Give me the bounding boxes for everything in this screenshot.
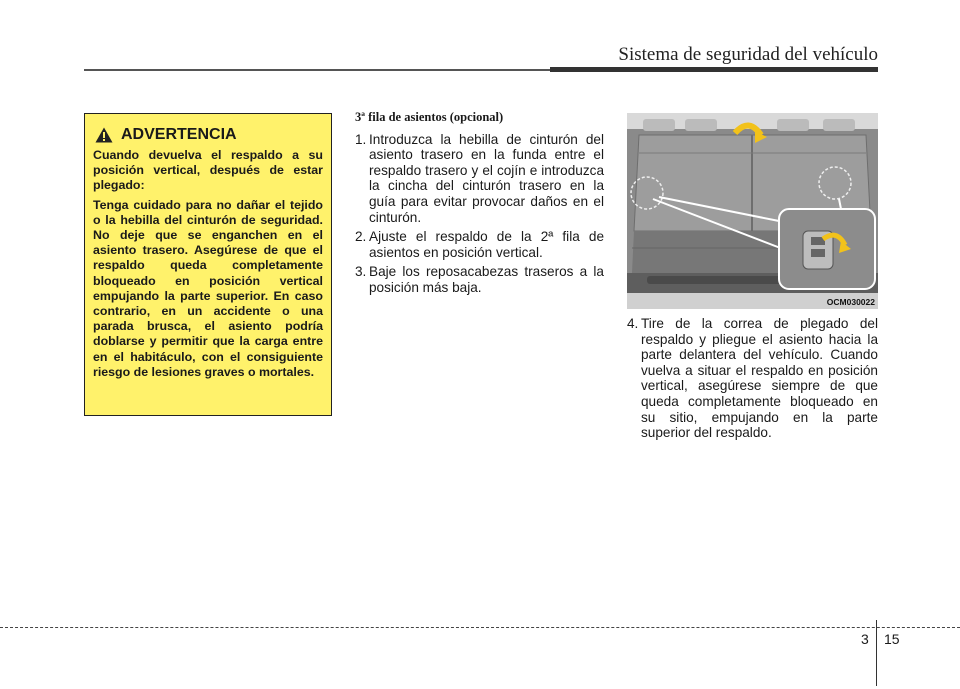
step-item bbox=[627, 316, 878, 441]
warning-header bbox=[95, 126, 323, 144]
step-item bbox=[355, 229, 604, 260]
warning-title: ADVERTENCIA bbox=[121, 126, 237, 143]
footer-divider bbox=[876, 620, 877, 686]
step-number: 2. bbox=[355, 229, 367, 245]
step-item bbox=[355, 264, 604, 295]
page-number: 15 bbox=[884, 631, 900, 647]
section-title: 3ª fila de asientos (opcional) bbox=[355, 110, 504, 124]
step-item bbox=[355, 132, 604, 226]
cargo-seat-illustration bbox=[627, 113, 878, 309]
warning-triangle-icon bbox=[95, 127, 113, 143]
step-text: Ajuste el respaldo de la 2ª fila de asientos en posición vertical. bbox=[369, 229, 604, 260]
section-number: 3 bbox=[861, 631, 869, 647]
page-header-title: Sistema de seguridad del vehículo bbox=[618, 44, 878, 65]
instructions-column bbox=[355, 110, 604, 300]
step-text: Baje los reposacabezas traseros a la posición más baja. bbox=[369, 264, 604, 295]
warning-paragraph: Tenga cuidado para no dañar el tejido o la hebilla del cinturón de seguridad. No deje que se enganchen en el asiento trasero. Asegúrese de que el respaldo queda completamente bloqueado en posición vertical empujando la parte superior. En caso contrario, en un accidente o una parada brusca, el asiento podría doblarse y permitir que la carga entre en el habitáculo, con el consiguiente riesgo de lesiones graves o mortales. bbox=[93, 197, 323, 379]
step-text: Introduzca la hebilla de cinturón del asiento trasero en la funda entre el respaldo trasero y el cojín e introduzca la cincha del cinturón trasero en la guía para evitar provocar daños en el cinturón. bbox=[369, 131, 604, 225]
seat-illustration-graphic bbox=[627, 113, 878, 309]
warning-paragraph: Cuando devuelva el respaldo a su posición vertical, después de estar plegado: bbox=[93, 148, 323, 193]
step-number: 4. bbox=[627, 316, 639, 331]
step-number: 3. bbox=[355, 264, 367, 280]
step-number: 1. bbox=[355, 131, 367, 147]
footer-rule bbox=[0, 627, 960, 628]
header-rule-thin bbox=[84, 69, 550, 71]
step-text: Tire de la correa de plegado del respaldo y pliegue el asiento hacia la parte delantera del vehículo. Cuando vuelva a situar el respaldo en posición vertical, asegúrese siempre de que queda completamente bloqueado en su sitio, empujando en la parte superior del respaldo. bbox=[641, 316, 878, 441]
figure-caption: OCM030022 bbox=[826, 297, 875, 307]
instructions-column-continued bbox=[627, 316, 878, 445]
header-rule-thick bbox=[550, 67, 878, 72]
warning-box bbox=[84, 113, 332, 416]
